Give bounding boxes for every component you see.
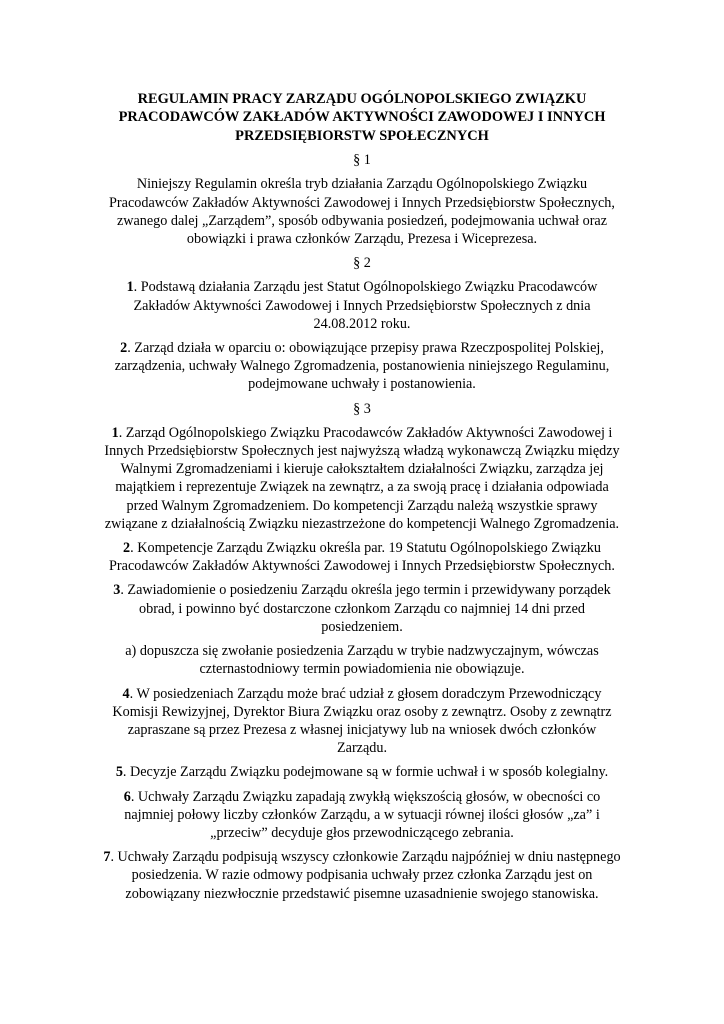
paragraph-s3-6 xyxy=(86,788,638,843)
text-line: Walnymi Zgromadzeniami i kieruje całokształtem działalności Związku, zarządza jej xyxy=(120,461,604,478)
text-line: Innych Przedsiębiorstw Społecznych jest najwyższą władzą wykonawczą Związku między xyxy=(104,443,620,460)
text-line xyxy=(86,848,638,866)
text-line: zwanego dalej „Zarządem”, sposób odbywania posiedzeń, podejmowania uchwał oraz xyxy=(116,212,608,229)
paragraph-s2-1 xyxy=(86,278,638,333)
text-line: związane z działalnością Związku niezastrzeżone do kompetencji Walnego Zgromadzenia. xyxy=(104,515,620,532)
text-run: . Uchwały Zarządu podpisują wszyscy członkowie Zarządu najpóźniej w dniu następnego xyxy=(110,849,621,866)
text-line: zapraszane są przez Prezesa z własnej inicjatywy lub na wniosek dwóch członków xyxy=(127,721,597,738)
text-line: 24.08.2012 roku. xyxy=(313,315,411,332)
section-heading-3: § 3 xyxy=(353,400,371,417)
paragraph-number: 1 xyxy=(111,424,119,441)
paragraph-s3-3 xyxy=(86,581,638,636)
paragraph-number: 1 xyxy=(126,279,134,296)
paragraph-number: 2 xyxy=(123,540,131,557)
text-line: majątkiem i reprezentuje Związek na zewnątrz, a za swoją pracę i działania odpowiada xyxy=(115,479,609,496)
text-line: zobowiązany niezwłocznie przedstawić pisemne uzasadnienie swojego stanowiska. xyxy=(125,885,599,902)
text-run: . Kompetencje Zarządu Związku określa par. 19 Statutu Ogólnopolskiego Związku xyxy=(130,540,601,557)
text-run: . Podstawą działania Zarządu jest Statut Ogólnopolskiego Związku Pracodawców xyxy=(133,279,598,296)
text-line: przed Walnym Zgromadzeniem. Do kompetencji Zarządu należą wszystkie sprawy xyxy=(126,497,598,514)
text-line xyxy=(86,539,638,557)
paragraph-s3-4 xyxy=(86,685,638,758)
paragraph-s3-3a xyxy=(86,642,638,678)
text-line: obrad, i powinno być dostarczone członkom Zarządu co najmniej 14 dni przed xyxy=(139,600,585,617)
paragraph-number: 3 xyxy=(113,582,121,599)
section-heading-2: § 2 xyxy=(353,255,371,272)
section-heading-1: § 1 xyxy=(353,152,371,169)
text-run: . Zawiadomienie o posiedzeniu Zarządu określa jego termin i przewidywany porządek xyxy=(120,582,611,599)
paragraph-s3-1 xyxy=(86,424,638,533)
text-line xyxy=(86,581,638,599)
text-line: Pracodawców Zakładów Aktywności Zawodowej i Innych Przedsiębiorstw Społecznych. xyxy=(109,558,615,575)
title-line: PRZEDSIĘBIORSTW SPOŁECZNYCH xyxy=(235,127,489,144)
paragraph-s1 xyxy=(86,175,638,248)
text-line: czternastodniowy termin powiadomienia nie obowiązuje. xyxy=(199,661,525,678)
text-run: . Zarząd działa w oparciu o: obowiązujące przepisy prawa Rzeczpospolitej Polskiej, xyxy=(127,340,604,357)
text-line: najmniej połowy liczby członków Zarządu, a w sytuacji równej ilości głosów „za” i xyxy=(124,806,600,823)
text-line: Pracodawców Zakładów Aktywności Zawodowej i Innych Przedsiębiorstw Społecznych, xyxy=(109,194,615,211)
text-line: a) dopuszcza się zwołanie posiedzenia Zarządu w trybie nadzwyczajnym, wówczas xyxy=(125,643,599,660)
paragraph-s2-2 xyxy=(86,339,638,394)
paragraph-s3-2 xyxy=(86,539,638,575)
text-run: . Decyzje Zarządu Związku podejmowane są w formie uchwał i w sposób kolegialny. xyxy=(122,764,609,781)
text-line: Zakładów Aktywności Zawodowej i Innych Przedsiębiorstw Społecznych z dnia xyxy=(133,297,591,314)
text-line: Zarządu. xyxy=(336,740,388,757)
document-page xyxy=(86,90,638,909)
text-line: zarządzenia, uchwały Walnego Zgromadzenia, postanowienia niniejszego Regulaminu, xyxy=(114,358,610,375)
document-title xyxy=(86,90,638,145)
text-line xyxy=(86,278,638,296)
paragraph-number: 6 xyxy=(123,788,131,805)
paragraph-number: 2 xyxy=(120,340,128,357)
text-line: obowiązki i prawa członków Zarządu, Prezesa i Wiceprezesa. xyxy=(186,231,538,248)
paragraph-s3-5 xyxy=(86,763,638,781)
paragraph-number: 4 xyxy=(122,685,130,702)
text-line xyxy=(86,788,638,806)
text-run: . Zarząd Ogólnopolskiego Związku Pracodawców Zakładów Aktywności Zawodowej i xyxy=(118,424,613,441)
text-line: Niniejszy Regulamin określa tryb działania Zarządu Ogólnopolskiego Związku xyxy=(136,176,588,193)
paragraph-s3-7 xyxy=(86,848,638,903)
text-line xyxy=(86,339,638,357)
text-line: „przeciw” decyduje głos przewodniczącego zebrania. xyxy=(210,824,514,841)
title-line: PRACODAWCÓW ZAKŁADÓW AKTYWNOŚCI ZAWODOWEJ I INNYCH xyxy=(118,109,606,126)
text-line: posiedzenia. W razie odmowy podpisania uchwały przez członka Zarządu jest on xyxy=(131,867,593,884)
text-line xyxy=(86,424,638,442)
title-line: REGULAMIN PRACY ZARZĄDU OGÓLNOPOLSKIEGO ZWIĄZKU xyxy=(137,91,587,107)
paragraph-number: 7 xyxy=(103,849,111,866)
text-run: . W posiedzeniach Zarządu może brać udział z głosem doradczym Przewodniczący xyxy=(129,685,602,702)
text-line: Komisji Rewizyjnej, Dyrektor Biura Związku oraz osoby z zewnątrz. Osoby z zewnątrz xyxy=(112,703,612,720)
paragraph-number: 5 xyxy=(115,764,123,781)
text-line: posiedzeniem. xyxy=(321,618,403,635)
text-line xyxy=(86,685,638,703)
text-line: podejmowane uchwały i postanowienia. xyxy=(248,376,476,393)
text-line xyxy=(86,763,638,781)
text-run: . Uchwały Zarządu Związku zapadają zwykłą większością głosów, w obecności co xyxy=(130,788,601,805)
